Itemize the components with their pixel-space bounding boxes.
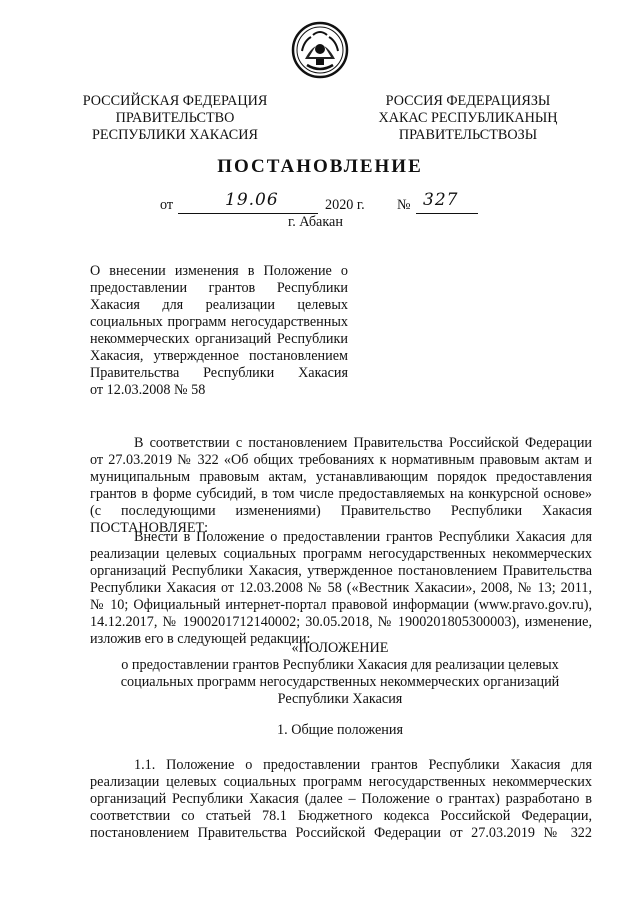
subject-line: некоммерческих организаций Республики — [90, 331, 348, 347]
regulation-title — [60, 640, 620, 708]
paragraph-line: В соответствии с постановлением Правительства Российской Федерации — [134, 435, 592, 451]
paragraph-line: грантов в форме субсидий, в том числе предоставляемых на конкурсной основе» — [90, 486, 592, 502]
paragraph-line: Внести в Положение о предоставлении грантов Республики Хакасия для — [134, 529, 592, 545]
date-year: 2020 г. — [325, 197, 365, 213]
subject-line: от 12.03.2008 № 58 — [90, 382, 206, 398]
preamble-paragraph — [90, 435, 592, 537]
paragraph-line: 14.12.2017, № 1900201712140002; 30.05.2018, № 1900201805300003), изменение, — [90, 614, 592, 630]
header-right-block — [353, 93, 583, 144]
paragraph-line: соответствии со статьей 78.1 Бюджетного кодекса Российской Федерации, — [90, 808, 592, 824]
regulation-title-line: социальных программ негосударственных некоммерческих организаций — [120, 674, 560, 690]
paragraph-line: изложив его в следующей редакции: — [90, 631, 311, 647]
coat-of-arms-emblem — [291, 21, 349, 79]
paragraph-line: от 27.03.2019 № 322 «Об общих требованиях к нормативным правовым актам и — [90, 452, 592, 468]
regulation-title-line: Республики Хакасия — [277, 691, 403, 707]
paragraph-line: организаций Республики Хакасия, утвержденное постановлением Правительства — [90, 563, 592, 579]
handwritten-number: 327 — [423, 190, 459, 210]
number-underline — [416, 213, 478, 214]
subject-line: социальных программ негосударственных — [90, 314, 348, 330]
subject-line: Хакасия, утвержденное постановлением — [90, 348, 348, 364]
paragraph-line: Республики Хакасия от 12.03.2008 № 58 («Вестник Хакасии», 2008, № 13; 2011, — [90, 580, 592, 596]
header-left-line: РОССИЙСКАЯ ФЕДЕРАЦИЯ — [82, 93, 268, 109]
subject-line: предоставлении грантов Республики — [90, 280, 348, 296]
paragraph-line: реализации целевых социальных программ негосударственных некоммерческих — [90, 546, 592, 562]
subject-line: О внесении изменения в Положение о — [90, 263, 348, 279]
paragraph-line: реализации целевых социальных программ негосударственных некоммерческих — [90, 774, 592, 790]
header-right-line: ПРАВИТЕЛЬСТВОЗЫ — [398, 127, 538, 143]
subject-line: Правительства Республики Хакасия — [90, 365, 348, 381]
paragraph-line: постановлением Правительства Российской Федерации от 27.03.2019 № 322 — [90, 825, 592, 841]
header-left-line: РЕСПУБЛИКИ ХАКАСИЯ — [92, 127, 258, 143]
handwritten-date: 19.06 — [225, 190, 279, 210]
document-type-title: ПОСТАНОВЛЕНИЕ — [217, 156, 423, 177]
paragraph-line: № 10; Официальный интернет-портал правовой информации (www.pravo.gov.ru), — [90, 597, 592, 613]
header-right-line: РОССИЯ ФЕДЕРАЦИЯЗЫ — [385, 93, 551, 109]
date-prefix: от — [160, 197, 174, 213]
clause-1-1-paragraph — [90, 757, 592, 842]
number-prefix: № — [397, 197, 411, 213]
regulation-title-line: «ПОЛОЖЕНИЕ — [291, 640, 389, 656]
header-left-line: ПРАВИТЕЛЬСТВО — [115, 110, 235, 126]
header-left-block — [60, 93, 290, 144]
paragraph-line: 1.1. Положение о предоставлении грантов Республики Хакасия для — [134, 757, 592, 773]
paragraph-line: (с последующими изменениями) Правительство Республики Хакасия — [90, 503, 592, 519]
place-of-issue: г. Абакан — [288, 214, 343, 230]
amendment-paragraph — [90, 529, 592, 648]
subject-line: Хакасия для реализации целевых — [90, 297, 348, 313]
paragraph-line: ПОСТАНОВЛЯЕТ: — [90, 520, 209, 536]
paragraph-line: организаций Республики Хакасия (далее – Положение о грантах) разработано в — [90, 791, 592, 807]
paragraph-line: муниципальным правовым актам, устанавливающим порядок предоставления — [90, 469, 592, 485]
section-heading: 1. Общие положения — [277, 722, 403, 738]
regulation-title-line: о предоставлении грантов Республики Хакасия для реализации целевых — [121, 657, 559, 673]
header-right-line: ХАКАС РЕСПУБЛИКАНЫҢ — [378, 110, 558, 126]
subject-heading — [90, 263, 348, 399]
